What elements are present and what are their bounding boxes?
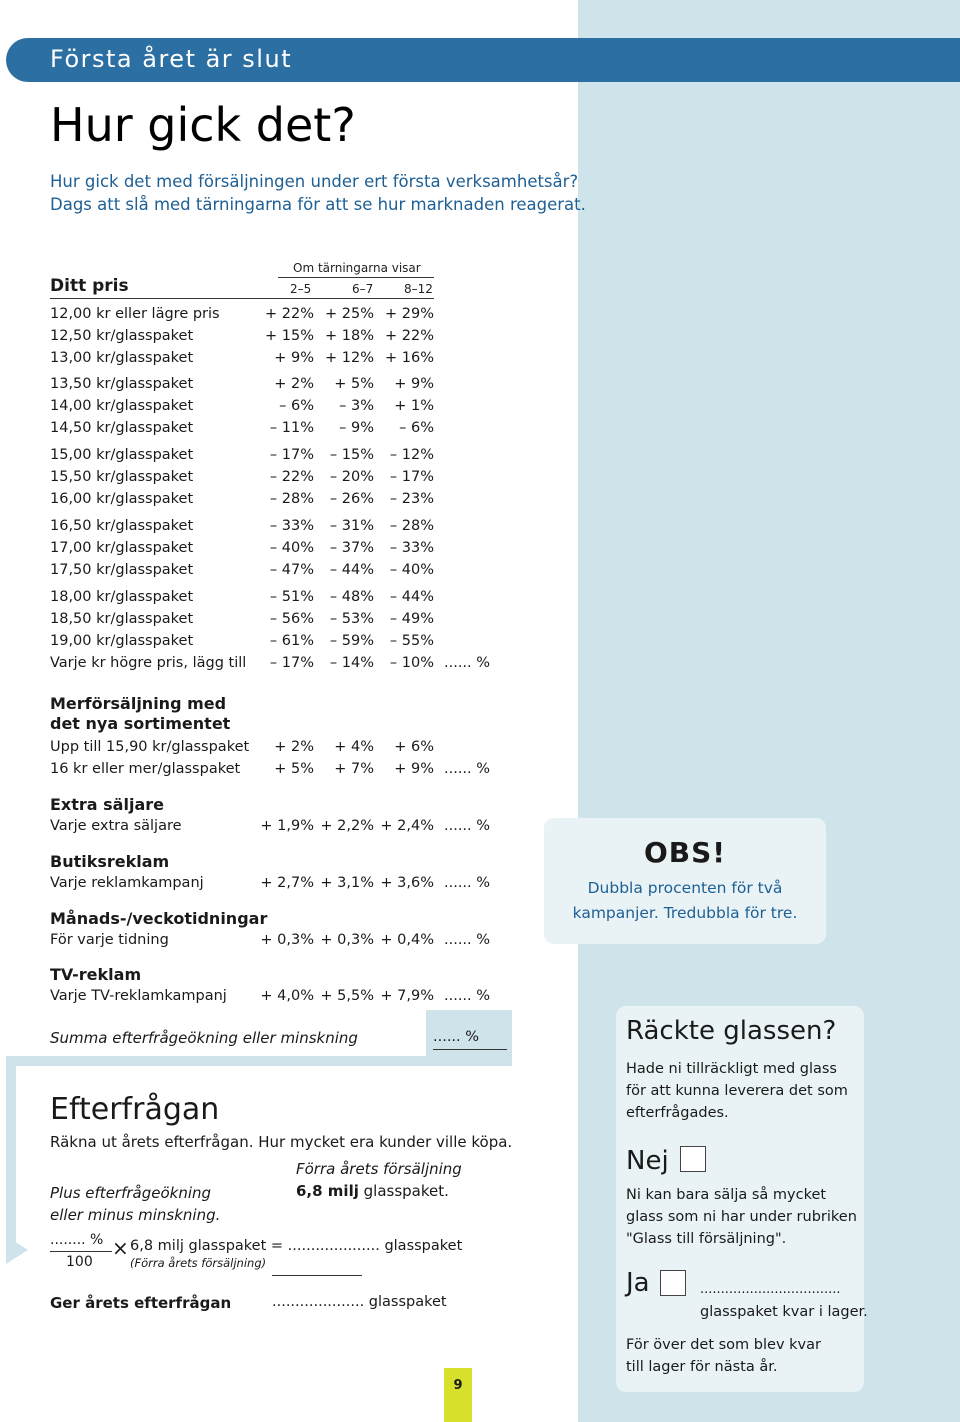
- cell-value: + 6%: [394, 739, 434, 755]
- summa-label: Summa efterfrågeökning eller minskning: [50, 1029, 358, 1047]
- cell-value: – 51%: [269, 589, 314, 605]
- nej-text: [626, 1184, 862, 1250]
- cell-value: + 4,0%: [260, 988, 314, 1004]
- table-row: [50, 518, 520, 538]
- cell-value: – 44%: [329, 562, 374, 578]
- cell-value: – 44%: [389, 589, 434, 605]
- banner-title: Första året är slut: [50, 45, 293, 73]
- text-line: Hade ni tillräckligt med glass: [626, 1061, 837, 1077]
- obs-title: OBS!: [643, 836, 727, 869]
- section-title-line: Merförsäljning med: [50, 694, 227, 713]
- formula-text[interactable]: 6,8 milj glasspaket = .................... glasspaket: [130, 1238, 463, 1254]
- text-line: Dubbla procenten för två: [587, 879, 783, 897]
- table-row: [50, 447, 520, 467]
- section-title-butiksreklam: Butiksreklam: [50, 852, 170, 871]
- cell-value: – 31%: [329, 518, 374, 534]
- cell-value: + 12%: [325, 350, 374, 366]
- dice-column-header: 8–12: [404, 282, 433, 296]
- row-label: Varje kr högre pris, lägg till: [50, 655, 247, 671]
- cell-value: + 2%: [274, 376, 314, 392]
- flow-arrow: [6, 1056, 512, 1066]
- section-title-line: det nya sortimentet: [50, 714, 231, 733]
- cell-value: + 5%: [274, 761, 314, 777]
- table-row: [50, 875, 520, 895]
- cell-value: + 9%: [394, 761, 434, 777]
- cell-value: + 9%: [274, 350, 314, 366]
- cell-value: – 40%: [389, 562, 434, 578]
- ja-text: [626, 1334, 862, 1378]
- row-label: 18,00 kr/glasspaket: [50, 589, 194, 605]
- cell-value: – 49%: [389, 611, 434, 627]
- cell-value: – 20%: [329, 469, 374, 485]
- row-label: 14,00 kr/glasspaket: [50, 398, 194, 414]
- fill-in-field[interactable]: ...... %: [444, 988, 491, 1004]
- row-label: 15,50 kr/glasspaket: [50, 469, 194, 485]
- rackte-glassen-panel: [616, 1006, 868, 1392]
- intro-text: [50, 170, 586, 216]
- table-row: [50, 420, 520, 440]
- cell-value: + 0,3%: [320, 932, 374, 948]
- row-label: 17,00 kr/glasspaket: [50, 540, 194, 556]
- row-label: Upp till 15,90 kr/glasspaket: [50, 739, 250, 755]
- efterfragan-text: Räkna ut årets efterfrågan. Hur mycket era kunder ville köpa.: [50, 1133, 513, 1151]
- row-label: 16,50 kr/glasspaket: [50, 518, 194, 534]
- cell-value: – 6%: [279, 398, 314, 414]
- cell-value: + 0,4%: [380, 932, 434, 948]
- row-label: 13,00 kr/glasspaket: [50, 350, 194, 366]
- amount-bold: 6,8 milj: [296, 1182, 359, 1200]
- cell-value: – 48%: [329, 589, 374, 605]
- cell-value: – 9%: [339, 420, 374, 436]
- summa-field[interactable]: ...... %: [433, 1029, 480, 1045]
- row-label: 12,00 kr eller lägre pris: [50, 306, 220, 322]
- cell-value: + 1%: [394, 398, 434, 414]
- fill-in-field[interactable]: ...... %: [444, 932, 491, 948]
- forra-arets-label: Förra årets försäljning: [296, 1160, 462, 1178]
- cell-value: + 2%: [274, 739, 314, 755]
- underline: [433, 1049, 507, 1050]
- cell-value: – 53%: [329, 611, 374, 627]
- fill-in-field[interactable]: ...... %: [444, 761, 491, 777]
- section-title-extra-saljare: Extra säljare: [50, 795, 164, 814]
- cell-value: + 1,9%: [260, 818, 314, 834]
- table-row: [50, 739, 520, 759]
- table-row: [50, 932, 520, 952]
- cell-value: + 15%: [265, 328, 314, 344]
- row-label: 16 kr eller mer/glasspaket: [50, 761, 241, 777]
- cell-value: + 16%: [385, 350, 434, 366]
- page-number-tab: [444, 1368, 472, 1422]
- ger-arets-label: Ger årets efterfrågan: [50, 1294, 232, 1312]
- cell-value: + 0,3%: [260, 932, 314, 948]
- table-row: [50, 540, 520, 560]
- fraction-numerator-field[interactable]: ........ %: [50, 1232, 104, 1248]
- row-label: Varje extra säljare: [50, 818, 182, 834]
- text-line: efterfrågades.: [626, 1105, 729, 1121]
- table-row: [50, 350, 520, 370]
- ja-amount-field[interactable]: ..................................: [700, 1282, 841, 1297]
- ja-subtext: glasspaket kvar i lager.: [700, 1304, 868, 1320]
- page-number: 9: [453, 1378, 463, 1393]
- text-line: för att kunna leverera det som: [626, 1083, 848, 1099]
- ja-checkbox[interactable]: [660, 1270, 686, 1296]
- forra-arets-amount: [296, 1182, 449, 1200]
- underline: [272, 1275, 362, 1276]
- text-line: "Glass till försäljning".: [626, 1231, 787, 1247]
- cell-value: + 25%: [325, 306, 374, 322]
- fraction-line: [50, 1251, 112, 1252]
- table-row: [50, 491, 520, 511]
- cell-value: – 61%: [269, 633, 314, 649]
- cell-value: + 2,7%: [260, 875, 314, 891]
- cell-value: + 2,2%: [320, 818, 374, 834]
- row-label: Varje TV-reklamkampanj: [50, 988, 227, 1004]
- cell-value: – 33%: [269, 518, 314, 534]
- cell-value: – 11%: [269, 420, 314, 436]
- table-row: [50, 611, 520, 631]
- rackte-title: Räckte glassen?: [626, 1016, 837, 1046]
- cell-value: – 56%: [269, 611, 314, 627]
- intro-line: Dags att slå med tärningarna för att se hur marknaden reagerat.: [50, 195, 586, 214]
- cell-value: – 59%: [329, 633, 374, 649]
- efterfragan-title: Efterfrågan: [50, 1092, 220, 1127]
- cell-value: – 12%: [389, 447, 434, 463]
- section-title-merforsaljning: [50, 694, 230, 734]
- cell-value: + 22%: [265, 306, 314, 322]
- fill-in-field[interactable]: ...... %: [444, 655, 491, 671]
- row-label: 17,50 kr/glasspaket: [50, 562, 194, 578]
- table-row: [50, 398, 520, 418]
- divider: [50, 298, 434, 299]
- row-label: 18,50 kr/glasspaket: [50, 611, 194, 627]
- cell-value: + 18%: [325, 328, 374, 344]
- table-row: [50, 376, 520, 396]
- text-line: Plus efterfrågeökning: [50, 1184, 212, 1202]
- text-line: För över det som blev kvar: [626, 1337, 821, 1353]
- text-line: kampanjer. Tredubbla för tre.: [572, 904, 798, 922]
- row-label: 15,00 kr/glasspaket: [50, 447, 194, 463]
- ger-arets-field[interactable]: .................... glasspaket: [272, 1294, 447, 1310]
- table-row: [50, 589, 520, 609]
- row-label: För varje tidning: [50, 932, 169, 948]
- cell-value: – 3%: [339, 398, 374, 414]
- cell-value: – 26%: [329, 491, 374, 507]
- formula-subtext: (Förra årets försäljning): [130, 1256, 267, 1270]
- row-label: 19,00 kr/glasspaket: [50, 633, 194, 649]
- obs-text: [544, 876, 826, 926]
- cell-value: + 4%: [334, 739, 374, 755]
- cell-value: – 23%: [389, 491, 434, 507]
- cell-value: – 6%: [399, 420, 434, 436]
- rackte-text: [626, 1058, 862, 1124]
- ja-label: Ja: [626, 1268, 650, 1298]
- cell-value: + 22%: [385, 328, 434, 344]
- cell-value: – 28%: [269, 491, 314, 507]
- dice-column-header: 6–7: [352, 282, 374, 296]
- table-row: [50, 633, 520, 653]
- text-line: till lager för nästa år.: [626, 1359, 778, 1375]
- plus-minus-text: [50, 1182, 220, 1226]
- cell-value: + 3,1%: [320, 875, 374, 891]
- cell-value: – 17%: [269, 447, 314, 463]
- multiply-icon: ×: [112, 1236, 129, 1260]
- table-row: [50, 988, 520, 1008]
- cell-value: – 28%: [389, 518, 434, 534]
- nej-checkbox[interactable]: [680, 1146, 706, 1172]
- price-column-header: Ditt pris: [50, 276, 129, 296]
- text-line: eller minus minskning.: [50, 1206, 221, 1224]
- divider: [278, 277, 434, 278]
- cell-value: + 7%: [334, 761, 374, 777]
- cell-value: – 33%: [389, 540, 434, 556]
- text-line: Ni kan bara sälja så mycket: [626, 1187, 827, 1203]
- table-row: [50, 328, 520, 348]
- table-row: [50, 306, 520, 326]
- page-title: Hur gick det?: [50, 98, 356, 152]
- row-label: Varje reklamkampanj: [50, 875, 204, 891]
- fraction-denominator: 100: [66, 1254, 93, 1270]
- row-label: 14,50 kr/glasspaket: [50, 420, 194, 436]
- arrow-head-icon: [6, 1236, 28, 1264]
- cell-value: + 5%: [334, 376, 374, 392]
- table-row: [50, 761, 520, 781]
- amount-rest: glasspaket.: [358, 1182, 449, 1200]
- dice-column-header: 2–5: [290, 282, 312, 296]
- cell-value: + 7,9%: [380, 988, 434, 1004]
- cell-value: – 22%: [269, 469, 314, 485]
- nej-label: Nej: [626, 1146, 669, 1176]
- dice-group-header: Om tärningarna visar: [293, 261, 421, 275]
- cell-value: + 29%: [385, 306, 434, 322]
- table-row: [50, 562, 520, 582]
- flow-arrow: [6, 1056, 16, 1256]
- table-row: [50, 818, 520, 838]
- section-title-tv-reklam: TV-reklam: [50, 965, 142, 984]
- cell-value: – 55%: [389, 633, 434, 649]
- cell-value: – 37%: [329, 540, 374, 556]
- intro-line: Hur gick det med försäljningen under ert första verksamhetsår?: [50, 172, 579, 191]
- cell-value: + 3,6%: [380, 875, 434, 891]
- cell-value: – 17%: [389, 469, 434, 485]
- text-line: glass som ni har under rubriken: [626, 1209, 857, 1225]
- cell-value: + 5,5%: [320, 988, 374, 1004]
- cell-value: + 9%: [394, 376, 434, 392]
- cell-value: – 15%: [329, 447, 374, 463]
- row-label: 12,50 kr/glasspaket: [50, 328, 194, 344]
- row-label: 16,00 kr/glasspaket: [50, 491, 194, 507]
- fill-in-field[interactable]: ...... %: [444, 818, 491, 834]
- section-title-tidningar: Månads-/veckotidningar: [50, 909, 268, 928]
- cell-value: – 40%: [269, 540, 314, 556]
- cell-value: – 10%: [389, 655, 434, 671]
- cell-value: – 47%: [269, 562, 314, 578]
- obs-callout: [544, 818, 826, 944]
- cell-value: – 17%: [269, 655, 314, 671]
- fill-in-field[interactable]: ...... %: [444, 875, 491, 891]
- row-label: 13,50 kr/glasspaket: [50, 376, 194, 392]
- cell-value: – 14%: [329, 655, 374, 671]
- cell-value: + 2,4%: [380, 818, 434, 834]
- table-row: [50, 469, 520, 489]
- table-row: [50, 655, 520, 675]
